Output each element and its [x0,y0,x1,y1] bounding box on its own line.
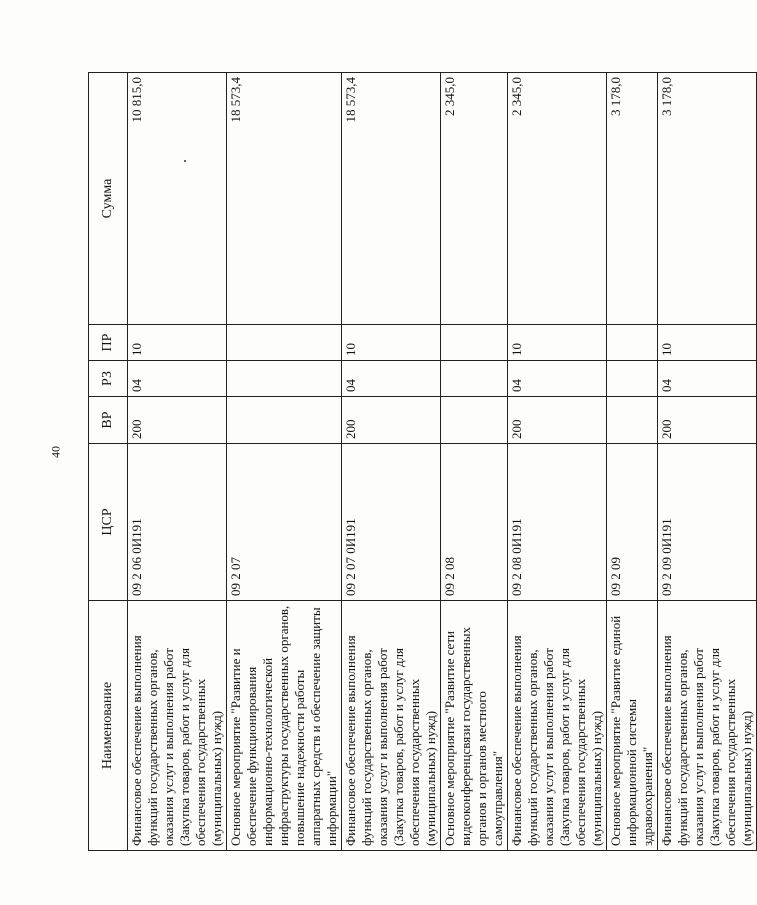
cell-pr: 10 [508,325,607,361]
budget-table [88,72,757,851]
cell-pr [227,325,342,361]
cell-vr: 200 [128,397,227,444]
cell-name: Основное мероприятие "Развитие сети видеоконференцсвязи государственных органов и органов местного самоуправления" [441,601,508,851]
table-row [607,73,658,851]
header-rz: РЗ [89,361,128,397]
cell-sum: 18 573,4 [227,73,342,325]
cell-vr: 200 [508,397,607,444]
cell-name: Финансовое обеспечение выполнения функций государственных органов, оказания услуг и выполнения работ (Закупка товаров, работ и услуг для обеспечения государственных (муниципальных) нужд) [128,601,227,851]
cell-vr: 200 [658,397,757,444]
cell-vr: 200 [342,397,441,444]
cell-name: Финансовое обеспечение выполнения функций государственных органов, оказания услуг и выполнения работ (Закупка товаров, работ и услуг для обеспечения государственных (муниципальных) нужд) [508,601,607,851]
cell-vr [441,397,508,444]
cell-sum: 3 178,0 [658,73,757,325]
cell-rz: 04 [508,361,607,397]
header-csr: ЦСР [89,444,128,601]
cell-name: Основное мероприятие "Развитие и обеспечение функционирования информационно-технологической инфраструктуры государственных органов, повышение надежности работы аппаратных средств и обеспечение защиты информации" [227,601,342,851]
cell-pr: 10 [658,325,757,361]
cell-pr [441,325,508,361]
cell-sum: 18 573,4 [342,73,441,325]
table-header-row [89,73,128,851]
cell-vr [227,397,342,444]
cell-rz [441,361,508,397]
table-row [658,73,757,851]
cell-rz: 04 [658,361,757,397]
header-vr: ВР [89,397,128,444]
cell-csr: 09 2 09 [607,444,658,601]
cell-sum: 2 345,0 [508,73,607,325]
cell-sum: 3 178,0 [607,73,658,325]
table-row [227,73,342,851]
table-row [128,73,227,851]
header-sum: Сумма [89,73,128,325]
table-row [441,73,508,851]
header-name: Наименование [89,601,128,851]
cell-rz [607,361,658,397]
cell-name: Финансовое обеспечение выполнения функций государственных органов, оказания услуг и выполнения работ (Закупка товаров, работ и услуг для обеспечения государственных (муниципальных) нужд) [658,601,757,851]
cell-csr: 09 2 09 0И191 [658,444,757,601]
table-row [342,73,441,851]
cell-csr: 09 2 07 [227,444,342,601]
page-number: 40 [48,446,63,458]
scan-speck [184,160,186,162]
cell-rz: 04 [128,361,227,397]
budget-table-container [88,73,754,851]
cell-sum: 2 345,0 [441,73,508,325]
cell-pr: 10 [342,325,441,361]
cell-csr: 09 2 06 0И191 [128,444,227,601]
cell-csr: 09 2 08 0И191 [508,444,607,601]
cell-rz: 04 [342,361,441,397]
cell-csr: 09 2 08 [441,444,508,601]
header-pr: ПР [89,325,128,361]
cell-pr [607,325,658,361]
cell-vr [607,397,658,444]
cell-name: Основное мероприятие "Развитие единой информационной системы здравоохранения" [607,601,658,851]
cell-csr: 09 2 07 0И191 [342,444,441,601]
cell-pr: 10 [128,325,227,361]
table-row [508,73,607,851]
cell-rz [227,361,342,397]
cell-name: Финансовое обеспечение выполнения функций государственных органов, оказания услуг и выполнения работ (Закупка товаров, работ и услуг для обеспечения государственных (муниципальных) нужд) [342,601,441,851]
cell-sum: 10 815,0 [128,73,227,325]
